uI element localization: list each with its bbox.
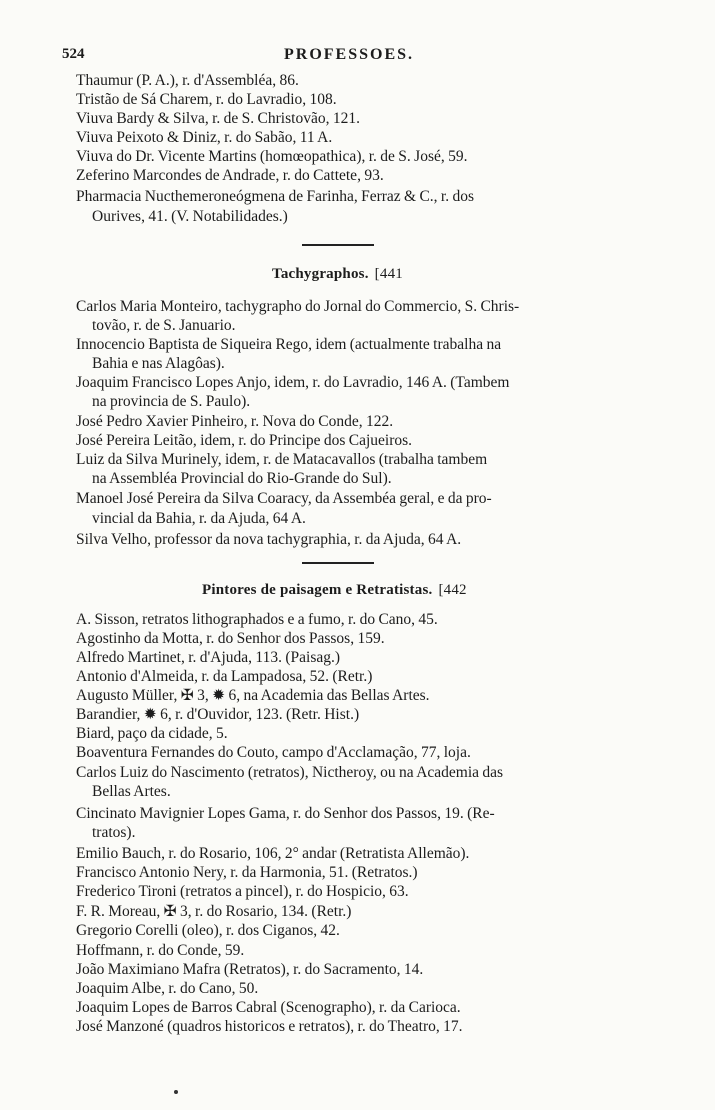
- list-item: Agostinho da Motta, r. do Senhor dos Passos, 159.: [76, 630, 385, 647]
- list-item: Pharmacia Nucthemeroneógmena de Farinha, Ferraz & C., r. dos: [76, 188, 475, 205]
- list-item: Barandier, ✹ 6, r. d'Ouvidor, 123. (Retr. Hist.): [76, 706, 360, 723]
- list-item: Frederico Tironi (retratos a pincel), r. do Hospicio, 63.: [76, 883, 409, 900]
- list-item: Silva Velho, professor da nova tachygraphia, r. da Ajuda, 64 A.: [76, 531, 462, 548]
- list-item: Thaumur (P. A.), r. d'Assembléa, 86.: [76, 72, 299, 89]
- running-head: PROFESSOES.: [284, 46, 415, 63]
- page-header: [62, 46, 662, 68]
- list-item-continuation: tratos).: [92, 824, 136, 841]
- list-item: Viuva Peixoto & Diniz, r. do Sabão, 11 A.: [76, 129, 333, 146]
- list-item: João Maximiano Mafra (Retratos), r. do Sacramento, 14.: [76, 961, 424, 978]
- section-title-text: Pintores de paisagem e Retratistas.: [202, 582, 433, 598]
- section-title-pintores: [202, 582, 467, 599]
- list-item: Gregorio Corelli (oleo), r. dos Ciganos, 42.: [76, 922, 340, 939]
- section-number: [441: [374, 266, 403, 282]
- list-item: Francisco Antonio Nery, r. da Harmonia, 51. (Retratos.): [76, 864, 418, 881]
- list-item: F. R. Moreau, ✠ 3, r. do Rosario, 134. (Retr.): [76, 903, 352, 920]
- section-title-tachygraphos: [272, 266, 403, 283]
- section-divider: [302, 562, 374, 564]
- section-divider: [302, 244, 374, 246]
- list-item: José Pereira Leitão, idem, r. do Principe dos Cajueiros.: [76, 432, 413, 449]
- page-number: 524: [62, 46, 85, 62]
- list-item: Viuva do Dr. Vicente Martins (homœopathica), r. de S. José, 59.: [76, 148, 468, 165]
- list-item: Antonio d'Almeida, r. da Lampadosa, 52. (Retr.): [76, 668, 373, 685]
- list-item: Viuva Bardy & Silva, r. de S. Christovão, 121.: [76, 110, 360, 127]
- list-item: Emilio Bauch, r. do Rosario, 106, 2° andar (Retratista Allemão).: [76, 845, 470, 862]
- list-item: Joaquim Francisco Lopes Anjo, idem, r. do Lavradio, 146 A. (Tambem: [76, 374, 510, 391]
- list-item-continuation: Bellas Artes.: [92, 783, 171, 800]
- list-item: Carlos Maria Monteiro, tachygrapho do Jornal do Commercio, S. Chris-: [76, 298, 520, 315]
- list-item: Zeferino Marcondes de Andrade, r. do Cattete, 93.: [76, 167, 384, 184]
- list-item-continuation: tovão, r. de S. Januario.: [92, 317, 236, 334]
- ink-speck: [174, 1090, 178, 1094]
- list-item: Augusto Müller, ✠ 3, ✹ 6, na Academia das Bellas Artes.: [76, 687, 430, 704]
- list-item: Luiz da Silva Murinely, idem, r. de Matacavallos (trabalha tambem: [76, 451, 488, 468]
- list-item: Carlos Luiz do Nascimento (retratos), Nictheroy, ou na Academia das: [76, 764, 504, 781]
- list-item: Alfredo Martinet, r. d'Ajuda, 113. (Paisag.): [76, 649, 341, 666]
- section-number: [442: [438, 582, 467, 598]
- list-item: Hoffmann, r. do Conde, 59.: [76, 942, 245, 959]
- list-item: Cincinato Mavignier Lopes Gama, r. do Senhor dos Passos, 19. (Re-: [76, 805, 495, 822]
- list-item: Joaquim Lopes de Barros Cabral (Scenographo), r. da Carioca.: [76, 999, 461, 1016]
- list-item: Biard, paço da cidade, 5.: [76, 725, 228, 742]
- list-item: José Manzoné (quadros historicos e retratos), r. do Theatro, 17.: [76, 1018, 463, 1035]
- list-item-continuation: na provincia de S. Paulo).: [92, 393, 251, 410]
- list-item: Innocencio Baptista de Siqueira Rego, idem (actualmente trabalha na: [76, 336, 502, 353]
- section-title-text: Tachygraphos.: [272, 266, 369, 282]
- list-item-continuation: Bahia e nas Alagôas).: [92, 355, 225, 372]
- list-item-continuation: Ourives, 41. (V. Notabilidades.): [92, 208, 288, 225]
- list-item: Tristão de Sá Charem, r. do Lavradio, 108.: [76, 91, 337, 108]
- list-item-continuation: vincial da Bahia, r. da Ajuda, 64 A.: [92, 510, 306, 527]
- list-item: A. Sisson, retratos lithographados e a fumo, r. do Cano, 45.: [76, 611, 438, 628]
- list-item: José Pedro Xavier Pinheiro, r. Nova do Conde, 122.: [76, 413, 394, 430]
- list-item-continuation: na Assembléa Provincial do Rio-Grande do Sul).: [92, 470, 392, 487]
- list-item: Manoel José Pereira da Silva Coaracy, da Assembéa geral, e da pro-: [76, 490, 492, 507]
- list-item: Joaquim Albe, r. do Cano, 50.: [76, 980, 259, 997]
- list-item: Boaventura Fernandes do Couto, campo d'Acclamação, 77, loja.: [76, 744, 471, 761]
